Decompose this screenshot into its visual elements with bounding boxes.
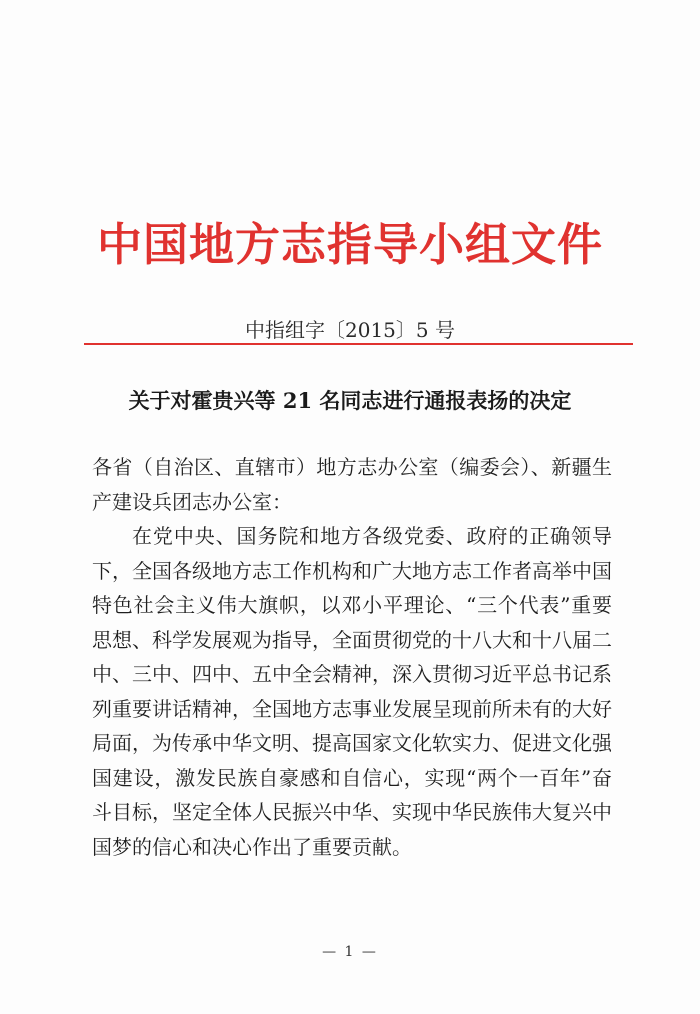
document-subject: 关于对霍贵兴等 21 名同志进行通报表扬的决定: [128, 388, 572, 413]
red-divider-line: [84, 343, 633, 345]
recipient-line: 各省（自治区、直辖市）地方志办公室（编委会）、新疆生产建设兵团志办公室：: [92, 455, 612, 514]
document-header-title: 中国地方志指导小组文件: [96, 218, 603, 271]
page-number: — 1 —: [322, 944, 378, 960]
body-paragraph: 在党中央、国务院和地方各级党委、政府的正确领导下，全国各级地方志工作机构和广大地方志工作者高举中国特色社会主义伟大旗帜，以邓小平理论、“三个代表”重要思想、科学发展观为指导，全面贯彻党的十八大和十八届二中、三中、四中、五中全会精神，深入贯彻习近平总书记系列重要讲话精神，全国地方志事业发展呈现前所未有的大好局面，为传承中华文明、提高国家文化软实力、促进文化强国建设，激发民族自豪感和自信心，实现“两个一百年”奋斗目标，坚定全体人民振兴中华、实现中华民族伟大复兴中国梦的信心和决心作出了重要贡献。: [92, 524, 612, 859]
document-number: 中指组字〔2015〕5 号: [245, 318, 455, 342]
document-body: [92, 450, 612, 864]
